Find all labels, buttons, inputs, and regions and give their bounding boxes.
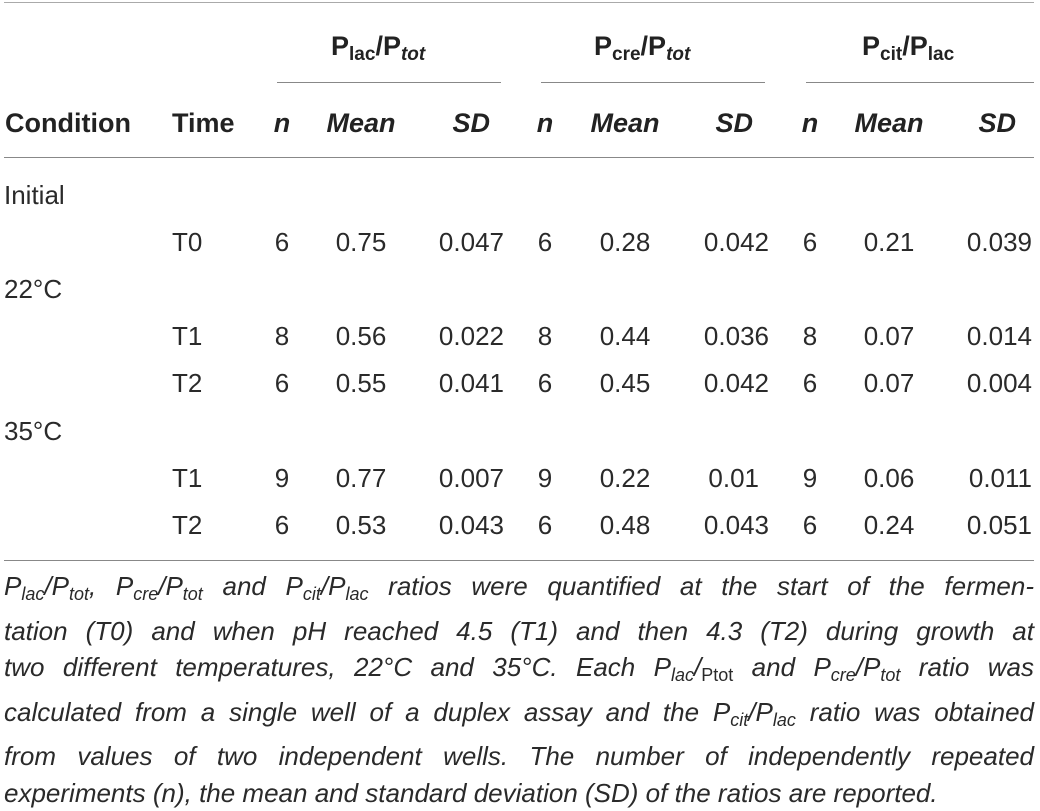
table-cell: 8 <box>262 320 302 352</box>
table-cell: 0.77 <box>312 462 410 494</box>
table-cell: 0.014 <box>946 320 1032 352</box>
table-cell: 9 <box>262 462 302 494</box>
table-cell: 0.06 <box>840 462 938 494</box>
table-cell: 0.44 <box>576 320 674 352</box>
column-header-sd: SD <box>683 107 753 139</box>
table-cell: 6 <box>525 367 565 399</box>
time-cell: T2 <box>172 509 202 541</box>
group-rule-2 <box>541 82 765 83</box>
table-cell: 0.043 <box>420 509 504 541</box>
footnote-line: two different temperatures, 22°C and 35°C. Each Plac/Ptot and Pcre/Ptot ratio was <box>4 649 1034 694</box>
table-cell: 6 <box>262 367 302 399</box>
table-cell: 0.004 <box>946 367 1032 399</box>
group-header-pcit-plac: $P_{cit}/P_{lac}$ <box>862 30 954 71</box>
table-cell: 0.043 <box>683 509 769 541</box>
table-cell: 6 <box>525 509 565 541</box>
table-cell: 0.07 <box>840 320 938 352</box>
table-cell: 0.041 <box>420 367 504 399</box>
table-cell: 0.53 <box>312 509 410 541</box>
footnote-line: calculated from a single well of a duplex assay and the Pcit/Plac ratio was obtained <box>4 694 1034 739</box>
table-cell: 0.56 <box>312 320 410 352</box>
table-top-rule <box>4 2 1034 3</box>
time-cell: T1 <box>172 320 202 352</box>
time-cell: T0 <box>172 226 202 258</box>
table-cell: 6 <box>790 509 830 541</box>
group-header-plac-ptot: $P_{lac}/P_{tot}$ <box>331 30 425 71</box>
table-cell: 0.24 <box>840 509 938 541</box>
table-footnote <box>4 568 1034 811</box>
table-cell: 6 <box>790 367 830 399</box>
table-cell: 0.036 <box>683 320 769 352</box>
footnote-line: experiments (n), the mean and standard deviation (SD) of the ratios are reported. <box>4 775 1034 811</box>
table-cell: 0.01 <box>683 462 759 494</box>
column-header-condition: Condition <box>5 107 131 139</box>
table-cell: 8 <box>525 320 565 352</box>
group-rule-3 <box>806 82 1034 83</box>
table-cell: 6 <box>262 509 302 541</box>
table-cell: 0.45 <box>576 367 674 399</box>
table-cell: 0.051 <box>946 509 1032 541</box>
header-rule <box>4 157 1034 158</box>
table-cell: 9 <box>790 462 830 494</box>
table-cell: 0.21 <box>840 226 938 258</box>
table-cell: 0.042 <box>683 226 769 258</box>
table-cell: 6 <box>262 226 302 258</box>
group-header-pcre-ptot: $P_{cre}/P_{tot}$ <box>594 30 690 71</box>
condition-label-35c: 35°C <box>4 415 62 447</box>
table-cell: 0.48 <box>576 509 674 541</box>
group-rule-1 <box>277 82 501 83</box>
condition-label-22c: 22°C <box>4 273 62 305</box>
table-cell: 0.039 <box>946 226 1032 258</box>
time-cell: T2 <box>172 367 202 399</box>
time-cell: T1 <box>172 462 202 494</box>
table-bottom-rule <box>4 560 1034 561</box>
column-header-time: Time <box>172 107 235 139</box>
table-cell: 0.022 <box>420 320 504 352</box>
table-cell: 0.07 <box>840 367 938 399</box>
table-cell: 0.22 <box>576 462 674 494</box>
condition-label-initial: Initial <box>4 179 65 211</box>
column-header-mean: Mean <box>576 107 674 139</box>
column-header-n: n <box>525 107 565 139</box>
table-cell: 9 <box>525 462 565 494</box>
table-cell: 0.011 <box>946 462 1032 494</box>
table-cell: 6 <box>525 226 565 258</box>
column-header-n: n <box>262 107 302 139</box>
table-cell: 0.55 <box>312 367 410 399</box>
column-header-n: n <box>790 107 830 139</box>
column-header-sd: SD <box>946 107 1016 139</box>
footnote-line: tation (T0) and when pH reached 4.5 (T1) and then 4.3 (T2) during growth at <box>4 613 1034 650</box>
column-header-sd: SD <box>420 107 490 139</box>
column-header-mean: Mean <box>840 107 938 139</box>
table-cell: 0.047 <box>420 226 504 258</box>
table-cell: 0.75 <box>312 226 410 258</box>
footnote-line: Plac/Ptot, Pcre/Ptot and Pcit/Plac ratios were quantified at the start of the fermen- <box>4 568 1034 613</box>
table-cell: 8 <box>790 320 830 352</box>
table-cell: 6 <box>790 226 830 258</box>
table-cell: 0.042 <box>683 367 769 399</box>
footnote-line: from values of two independent wells. The number of independently repeated <box>4 738 1034 775</box>
column-header-mean: Mean <box>312 107 410 139</box>
table-cell: 0.28 <box>576 226 674 258</box>
table-cell: 0.007 <box>420 462 504 494</box>
